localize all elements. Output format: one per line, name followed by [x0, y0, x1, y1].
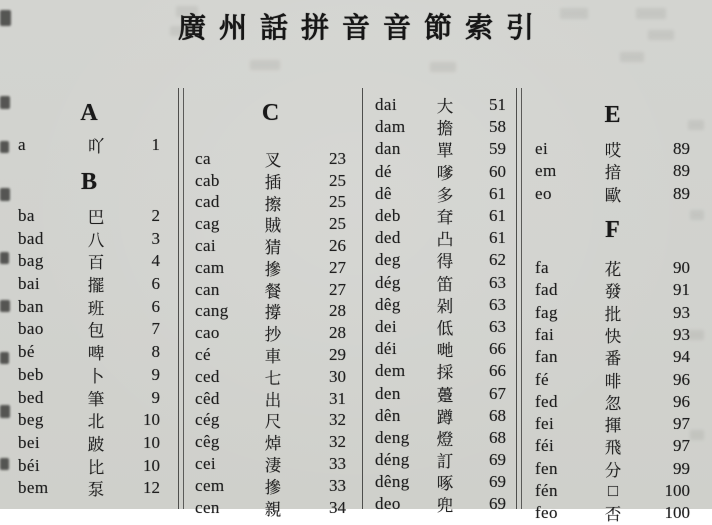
- index-row: [18, 454, 160, 477]
- syllable-romanization: ca: [195, 148, 211, 168]
- scan-edge-artifact: [0, 405, 10, 418]
- chinese-character: 快: [604, 326, 622, 346]
- syllable-romanization: cêg: [195, 432, 220, 452]
- page-number: 93: [673, 324, 690, 344]
- page-number: 58: [489, 117, 506, 137]
- syllable-romanization: cêd: [195, 388, 220, 408]
- page-number: 89: [673, 183, 690, 203]
- page-number: 12: [143, 478, 160, 498]
- chinese-character: 吖: [87, 137, 105, 157]
- syllable-romanization: bad: [18, 228, 44, 248]
- syllable-romanization: fed: [535, 391, 558, 411]
- index-row: [195, 257, 346, 279]
- page-number: 1: [151, 135, 160, 155]
- chinese-character: 笛: [436, 274, 454, 294]
- chinese-character: 嗲: [436, 163, 454, 183]
- page-number: 97: [673, 436, 690, 456]
- syllable-romanization: bai: [18, 274, 40, 294]
- chinese-character: 歐: [604, 185, 622, 205]
- chinese-character: 耷: [436, 208, 454, 228]
- chinese-character: 啤: [87, 344, 105, 364]
- page-number: 23: [329, 148, 346, 168]
- syllable-romanization: dei: [375, 316, 397, 336]
- index-row: [195, 322, 346, 344]
- chinese-character: 猜: [264, 238, 282, 258]
- syllable-romanization: déng: [375, 450, 410, 470]
- index-row: [195, 410, 346, 432]
- chinese-character: 擺: [87, 276, 105, 296]
- chinese-character: 七: [264, 368, 282, 388]
- page-number: 63: [489, 294, 506, 314]
- index-column-c: [182, 88, 362, 519]
- syllable-romanization: cég: [195, 410, 220, 430]
- bleedthrough-artifact: [690, 210, 704, 220]
- syllable-romanization: fag: [535, 302, 558, 322]
- index-row: [195, 192, 346, 214]
- syllable-romanization: bé: [18, 342, 35, 362]
- page-number: 27: [329, 279, 346, 299]
- page-number: 32: [329, 432, 346, 452]
- page-number: 99: [673, 458, 690, 478]
- index-column-d: [363, 88, 516, 516]
- page-number: 32: [329, 410, 346, 430]
- syllable-romanization: fén: [535, 481, 558, 500]
- index-row: [535, 413, 690, 435]
- index-row: [18, 318, 160, 341]
- page-number: 9: [151, 364, 160, 384]
- bleedthrough-artifact: [170, 26, 196, 36]
- chinese-character: 燈: [436, 429, 454, 449]
- bleedthrough-artifact: [636, 8, 666, 19]
- chinese-character: 多: [436, 185, 454, 205]
- index-row: [18, 250, 160, 273]
- chinese-character: 摻: [264, 259, 282, 279]
- syllable-romanization: dêg: [375, 294, 401, 314]
- page-number: 68: [489, 427, 506, 447]
- page-number: 33: [329, 454, 346, 474]
- syllable-romanization: bed: [18, 387, 44, 407]
- page-number: 9: [151, 387, 160, 407]
- syllable-romanization: fai: [535, 324, 555, 344]
- syllable-romanization: cag: [195, 214, 220, 234]
- page-number: 100: [664, 503, 690, 523]
- chinese-character: 採: [436, 363, 454, 383]
- index-row: [195, 431, 346, 453]
- chinese-character: 發: [604, 282, 622, 302]
- index-row: [375, 94, 506, 116]
- index-row: [375, 161, 506, 183]
- index-row: [375, 294, 506, 316]
- page-title: 廣州話拼音音節索引: [177, 13, 547, 44]
- syllable-romanization: dai: [375, 95, 397, 115]
- chinese-character: 尺: [264, 412, 282, 432]
- bleedthrough-artifact: [176, 6, 198, 17]
- syllable-romanization: dên: [375, 405, 401, 425]
- page-number: 27: [329, 257, 346, 277]
- page-number: 10: [143, 410, 160, 430]
- index-row: [375, 227, 506, 249]
- index-row: [535, 346, 690, 368]
- index-row: [375, 183, 506, 205]
- index-row: [195, 388, 346, 410]
- index-row: [195, 279, 346, 301]
- scan-edge-artifact: [0, 300, 10, 312]
- chinese-character: 餐: [264, 281, 282, 301]
- syllable-romanization: cam: [195, 257, 225, 277]
- index-row: [195, 235, 346, 257]
- section-header-e: E: [604, 102, 621, 128]
- syllable-romanization: dan: [375, 139, 401, 159]
- chinese-character: 北: [87, 412, 105, 432]
- page-number: 6: [151, 274, 160, 294]
- chinese-character: 哎: [604, 141, 622, 161]
- index-row: [18, 341, 160, 364]
- chinese-character: 單: [436, 141, 454, 161]
- index-row: [535, 502, 690, 524]
- bleedthrough-artifact: [690, 430, 704, 440]
- syllable-romanization: cab: [195, 170, 220, 190]
- syllable-romanization: dég: [375, 272, 401, 292]
- index-row: [18, 227, 160, 250]
- chinese-character: 蹲: [436, 407, 454, 427]
- index-row: [535, 183, 690, 205]
- syllable-romanization: fan: [535, 347, 558, 367]
- page-number: 25: [329, 170, 346, 190]
- index-row: [195, 170, 346, 192]
- page-number: 94: [673, 347, 690, 367]
- index-row: [18, 364, 160, 387]
- chinese-character: 卜: [87, 366, 105, 386]
- page-number: 51: [489, 95, 506, 115]
- index-row: [535, 279, 690, 301]
- page-number: 26: [329, 236, 346, 256]
- page-number: 30: [329, 366, 346, 386]
- index-row: [535, 138, 690, 160]
- syllable-romanization: ced: [195, 366, 220, 386]
- index-row: [375, 427, 506, 449]
- chinese-character: 啡: [604, 371, 622, 391]
- page-number: 67: [489, 383, 506, 403]
- syllable-romanization: den: [375, 383, 401, 403]
- index-row: [535, 324, 690, 346]
- syllable-romanization: cen: [195, 497, 220, 517]
- chinese-character: 車: [264, 347, 282, 367]
- index-row: [375, 360, 506, 382]
- page-number: 96: [673, 369, 690, 389]
- index-column-e-f: [520, 88, 712, 525]
- page-number: 10: [143, 455, 160, 475]
- chinese-character: 兜: [436, 496, 454, 516]
- chinese-character: 跛: [87, 434, 105, 454]
- bleedthrough-artifact: [250, 60, 280, 70]
- syllable-romanization: bao: [18, 319, 44, 339]
- page-number: 62: [489, 250, 506, 270]
- page-number: 61: [489, 228, 506, 248]
- chinese-character: 比: [87, 457, 105, 477]
- page-number: 66: [489, 339, 506, 359]
- section-header-b: B: [80, 168, 97, 195]
- index-row: [535, 160, 690, 182]
- index-row: [375, 471, 506, 493]
- index-row: [375, 316, 506, 338]
- syllable-romanization: fen: [535, 458, 558, 478]
- index-row: [535, 435, 690, 457]
- chinese-character: 百: [87, 253, 105, 273]
- index-row: [195, 475, 346, 497]
- syllable-romanization: deg: [375, 250, 401, 270]
- page-number: 69: [489, 494, 506, 514]
- chinese-character: 插: [264, 172, 282, 192]
- syllable-romanization: cao: [195, 323, 220, 343]
- index-row: [195, 213, 346, 235]
- index-row: [195, 497, 346, 519]
- chinese-character: □: [608, 481, 618, 500]
- page-number: 90: [673, 258, 690, 278]
- chinese-character: 焯: [264, 434, 282, 454]
- syllable-romanization: cai: [195, 236, 217, 256]
- index-row: [195, 301, 346, 323]
- bleedthrough-artifact: [620, 52, 644, 62]
- syllable-romanization: dê: [375, 183, 392, 203]
- page-number: 3: [151, 228, 160, 248]
- syllable-romanization: feo: [535, 503, 558, 523]
- page-number: 25: [329, 192, 346, 212]
- syllable-romanization: eo: [535, 183, 552, 203]
- chinese-character: 凸: [436, 230, 454, 250]
- scan-edge-artifact: [0, 141, 9, 153]
- index-row: [535, 368, 690, 390]
- scan-edge-artifact: [0, 458, 9, 470]
- index-row: [18, 295, 160, 318]
- syllable-romanization: cei: [195, 454, 217, 474]
- syllable-romanization: fei: [535, 414, 555, 434]
- page-number: 69: [489, 450, 506, 470]
- syllable-romanization: féi: [535, 436, 555, 456]
- bleedthrough-artifact: [688, 330, 704, 340]
- chinese-character: 花: [604, 260, 622, 280]
- bleedthrough-artifact: [648, 30, 674, 40]
- chinese-character: 親: [264, 499, 282, 519]
- index-row: [375, 205, 506, 227]
- chinese-character: 哋: [436, 341, 454, 361]
- page-number: 8: [151, 342, 160, 362]
- index-row: [375, 338, 506, 360]
- chinese-character: 啄: [436, 474, 454, 494]
- chinese-character: 擦: [264, 194, 282, 214]
- chinese-character: 批: [604, 304, 622, 324]
- bleedthrough-artifact: [430, 62, 456, 72]
- syllable-romanization: fa: [535, 258, 550, 278]
- chinese-character: 番: [604, 349, 622, 369]
- index-row: [375, 382, 506, 404]
- bleedthrough-artifact: [560, 8, 588, 19]
- syllable-romanization: dam: [375, 117, 406, 137]
- syllable-romanization: can: [195, 279, 220, 299]
- index-row: [375, 138, 506, 160]
- index-row: [375, 249, 506, 271]
- index-column-a-b: [0, 88, 178, 509]
- page-number: 2: [151, 206, 160, 226]
- syllable-romanization: ded: [375, 228, 401, 248]
- syllable-romanization: beg: [18, 410, 44, 430]
- index-row: [18, 477, 160, 500]
- page-number: 28: [329, 323, 346, 343]
- index-row: [535, 391, 690, 413]
- page-number: 96: [673, 391, 690, 411]
- chinese-character: 撐: [264, 303, 282, 323]
- page-number: 59: [489, 139, 506, 159]
- syllable-romanization: cad: [195, 192, 220, 212]
- chinese-character: 巴: [87, 208, 105, 228]
- chinese-character: 揮: [604, 416, 622, 436]
- index-row: [18, 273, 160, 296]
- chinese-character: 擔: [436, 119, 454, 139]
- index-row: [18, 432, 160, 455]
- index-row: [18, 134, 160, 157]
- page-number: 63: [489, 272, 506, 292]
- syllable-romanization: dêng: [375, 472, 410, 492]
- index-row: [375, 116, 506, 138]
- syllable-romanization: cem: [195, 475, 225, 495]
- page-number: 6: [151, 296, 160, 316]
- bleedthrough-artifact: [688, 120, 704, 130]
- page-number: 91: [673, 280, 690, 300]
- page-number: 63: [489, 316, 506, 336]
- chinese-character: 飛: [604, 438, 622, 458]
- section-header-a: A: [80, 100, 98, 126]
- chinese-character: 剁: [436, 296, 454, 316]
- syllable-romanization: bei: [18, 432, 40, 452]
- syllable-romanization: cé: [195, 345, 211, 365]
- syllable-romanization: deb: [375, 206, 401, 226]
- chinese-character: 賊: [264, 216, 282, 236]
- index-row: [375, 405, 506, 427]
- index-row: [18, 386, 160, 409]
- page-number: 33: [329, 475, 346, 495]
- section-header-f: F: [605, 216, 620, 243]
- page-number: 29: [329, 345, 346, 365]
- chinese-character: 低: [436, 318, 454, 338]
- page-number: 10: [143, 432, 160, 452]
- page-number: 25: [329, 214, 346, 234]
- scan-edge-artifact: [0, 188, 10, 201]
- chinese-character: 叉: [264, 150, 282, 170]
- index-row: [18, 409, 160, 432]
- page-number: 28: [329, 301, 346, 321]
- syllable-romanization: fé: [535, 369, 550, 389]
- syllable-romanization: béi: [18, 455, 40, 475]
- syllable-romanization: beb: [18, 364, 44, 384]
- scan-edge-artifact: [0, 252, 9, 264]
- syllable-romanization: fad: [535, 280, 558, 300]
- index-row: [195, 148, 346, 170]
- index-row: [535, 458, 690, 480]
- syllable-romanization: ban: [18, 296, 44, 316]
- chinese-character: 抄: [264, 325, 282, 345]
- syllable-romanization: ei: [535, 139, 549, 159]
- chinese-character: 出: [264, 390, 282, 410]
- syllable-romanization: deng: [375, 427, 410, 447]
- syllable-romanization: bag: [18, 251, 44, 271]
- index-row: [18, 205, 160, 228]
- chinese-character: 摻: [264, 477, 282, 497]
- index-row: [195, 344, 346, 366]
- chinese-character: 忽: [604, 393, 622, 413]
- page-number: 66: [489, 361, 506, 381]
- syllable-romanization: bem: [18, 478, 49, 498]
- page-number: 61: [489, 206, 506, 226]
- chinese-character: 大: [436, 97, 454, 117]
- chinese-character: 淒: [264, 456, 282, 476]
- page-number: 7: [151, 319, 160, 339]
- page-number: 97: [673, 414, 690, 434]
- page-number: 89: [673, 139, 690, 159]
- chinese-character: 八: [87, 230, 105, 250]
- page-number: 61: [489, 183, 506, 203]
- page-number: 60: [489, 161, 506, 181]
- page-number: 69: [489, 472, 506, 492]
- syllable-romanization: dé: [375, 161, 392, 181]
- page-number: 100: [664, 481, 690, 500]
- chinese-character: 躉: [436, 385, 454, 405]
- page-number: 89: [673, 161, 690, 181]
- syllable-romanization: cang: [195, 301, 229, 321]
- syllable-romanization: dem: [375, 361, 406, 381]
- syllable-romanization: ba: [18, 206, 35, 226]
- page-number: 68: [489, 405, 506, 425]
- syllable-romanization: déi: [375, 339, 397, 359]
- chinese-character: 包: [87, 321, 105, 341]
- scan-edge-artifact: [0, 10, 11, 26]
- chinese-character: 否: [604, 505, 622, 525]
- section-header-c: C: [261, 100, 280, 126]
- page-number: 34: [329, 497, 346, 517]
- index-row: [375, 272, 506, 294]
- scan-edge-artifact: [0, 352, 9, 364]
- index-row: [375, 449, 506, 471]
- chinese-character: 筆: [87, 389, 105, 409]
- syllable-romanization: em: [535, 161, 557, 181]
- page-number: 31: [329, 388, 346, 408]
- syllable-romanization: deo: [375, 494, 401, 514]
- chinese-character: 分: [604, 460, 622, 480]
- index-row: [375, 493, 506, 515]
- index-row: [535, 257, 690, 279]
- page-number: 93: [673, 302, 690, 322]
- chinese-character: 訂: [436, 452, 454, 472]
- index-row: [195, 453, 346, 475]
- chinese-character: 泵: [87, 480, 105, 500]
- syllable-romanization: a: [18, 135, 26, 155]
- chinese-character: 揞: [604, 163, 622, 183]
- chinese-character: 班: [87, 298, 105, 318]
- index-row: [195, 366, 346, 388]
- scan-edge-artifact: [0, 96, 10, 109]
- index-row: [535, 480, 690, 502]
- index-row: [535, 301, 690, 323]
- chinese-character: 得: [436, 252, 454, 272]
- page-number: 4: [151, 251, 160, 271]
